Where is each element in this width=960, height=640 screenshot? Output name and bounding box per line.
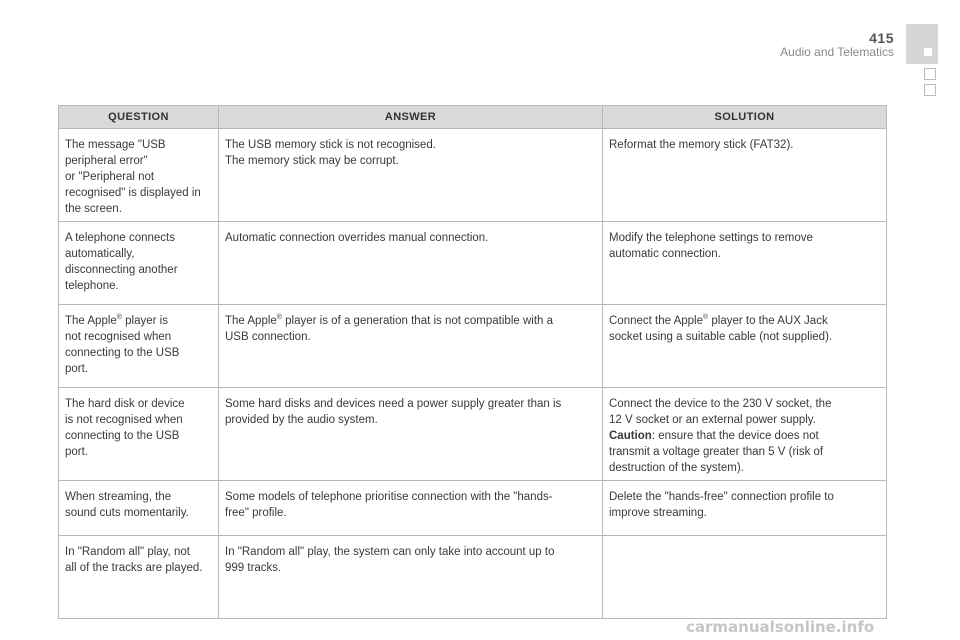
text-line bbox=[609, 313, 880, 329]
answer-cell bbox=[219, 536, 603, 619]
text-fragment: The Apple bbox=[225, 315, 277, 327]
text-line: Some models of telephone prioritise connection with the "hands- bbox=[225, 491, 553, 503]
text-line: destruction of the system). bbox=[609, 462, 744, 474]
chapter-tab-mark bbox=[924, 48, 932, 56]
text-line: The USB memory stick is not recognised. bbox=[225, 139, 436, 151]
table-row bbox=[59, 536, 887, 619]
solution-cell bbox=[603, 388, 887, 481]
text-line: provided by the audio system. bbox=[225, 414, 378, 426]
text-line: The message "USB bbox=[65, 139, 166, 151]
text-line: recognised" is displayed in bbox=[65, 187, 201, 199]
text-fragment: player is bbox=[121, 315, 168, 327]
text-line: connecting to the USB bbox=[65, 347, 180, 359]
answer-cell bbox=[219, 481, 603, 536]
text-line: is not recognised when bbox=[65, 414, 183, 426]
text-line: port. bbox=[65, 363, 89, 375]
text-line: automatic connection. bbox=[609, 248, 721, 260]
text-fragment: player to the AUX Jack bbox=[708, 315, 828, 327]
text-line: Automatic connection overrides manual connection. bbox=[225, 232, 489, 244]
text-line: USB connection. bbox=[225, 331, 311, 343]
text-line: the screen. bbox=[65, 203, 122, 215]
table-row bbox=[59, 129, 887, 222]
text-line: The memory stick may be corrupt. bbox=[225, 155, 399, 167]
question-cell bbox=[59, 388, 219, 481]
text-line: A telephone connects bbox=[65, 232, 175, 244]
text-line: When streaming, the bbox=[65, 491, 172, 503]
text-fragment: : ensure that the device does not bbox=[651, 430, 819, 442]
text-line: Connect the device to the 230 V socket, the bbox=[609, 398, 832, 410]
question-cell bbox=[59, 222, 219, 305]
text-line: automatically, bbox=[65, 248, 135, 260]
registered-mark: ® bbox=[116, 314, 122, 322]
text-line: improve streaming. bbox=[609, 507, 707, 519]
text-line: free" profile. bbox=[225, 507, 287, 519]
text-fragment: player is of a generation that is not compatible with a bbox=[281, 315, 554, 327]
text-line bbox=[225, 313, 596, 329]
question-cell bbox=[59, 305, 219, 388]
text-line: transmit a voltage greater than 5 V (risk of bbox=[609, 446, 824, 458]
text-line: not recognised when bbox=[65, 331, 172, 343]
section-title: Audio and Telematics bbox=[780, 45, 894, 59]
text-line: 12 V socket or an external power supply. bbox=[609, 414, 816, 426]
answer-cell bbox=[219, 129, 603, 222]
table-row bbox=[59, 481, 887, 536]
text-line: disconnecting another bbox=[65, 264, 178, 276]
chapter-tab-box-2 bbox=[924, 84, 936, 96]
question-cell bbox=[59, 481, 219, 536]
table-row bbox=[59, 222, 887, 305]
text-fragment: Connect the Apple bbox=[609, 315, 703, 327]
caution-label: Caution bbox=[609, 430, 652, 442]
question-cell bbox=[59, 129, 219, 222]
text-line: In "Random all" play, not bbox=[65, 546, 190, 558]
column-header-solution: SOLUTION bbox=[603, 106, 887, 129]
text-line: Reformat the memory stick (FAT32). bbox=[609, 139, 794, 151]
column-header-answer: ANSWER bbox=[219, 106, 603, 129]
text-fragment: The Apple bbox=[65, 315, 117, 327]
text-line: peripheral error" bbox=[65, 155, 148, 167]
text-line bbox=[65, 313, 212, 329]
text-line: Some hard disks and devices need a power supply greater than is bbox=[225, 398, 562, 410]
text-line: Modify the telephone settings to remove bbox=[609, 232, 813, 244]
text-line bbox=[609, 428, 880, 444]
answer-cell bbox=[219, 222, 603, 305]
page-number: 415 bbox=[869, 30, 894, 46]
chapter-tab-box-1 bbox=[924, 68, 936, 80]
text-line: Delete the "hands-free" connection profile to bbox=[609, 491, 834, 503]
text-line: connecting to the USB bbox=[65, 430, 180, 442]
solution-cell bbox=[603, 481, 887, 536]
registered-mark: ® bbox=[703, 314, 709, 322]
text-line: all of the tracks are played. bbox=[65, 562, 203, 574]
text-line: telephone. bbox=[65, 280, 119, 292]
table-row bbox=[59, 388, 887, 481]
solution-cell bbox=[603, 305, 887, 388]
watermark: carmanualsonline.info bbox=[686, 618, 875, 636]
text-line: or "Peripheral not bbox=[65, 171, 155, 183]
solution-cell bbox=[603, 222, 887, 305]
text-line: port. bbox=[65, 446, 89, 458]
column-header-question: QUESTION bbox=[59, 106, 219, 129]
table-header-row bbox=[59, 106, 887, 129]
question-cell bbox=[59, 536, 219, 619]
text-line: socket using a suitable cable (not supplied). bbox=[609, 331, 833, 343]
solution-cell bbox=[603, 536, 887, 619]
text-line: In "Random all" play, the system can only take into account up to bbox=[225, 546, 555, 558]
answer-cell bbox=[219, 388, 603, 481]
solution-cell bbox=[603, 129, 887, 222]
table-row bbox=[59, 305, 887, 388]
registered-mark: ® bbox=[276, 314, 282, 322]
text-line: The hard disk or device bbox=[65, 398, 185, 410]
answer-cell bbox=[219, 305, 603, 388]
chapter-tab bbox=[906, 24, 938, 64]
troubleshooting-table bbox=[58, 105, 887, 619]
text-line: sound cuts momentarily. bbox=[65, 507, 189, 519]
text-line: 999 tracks. bbox=[225, 562, 282, 574]
